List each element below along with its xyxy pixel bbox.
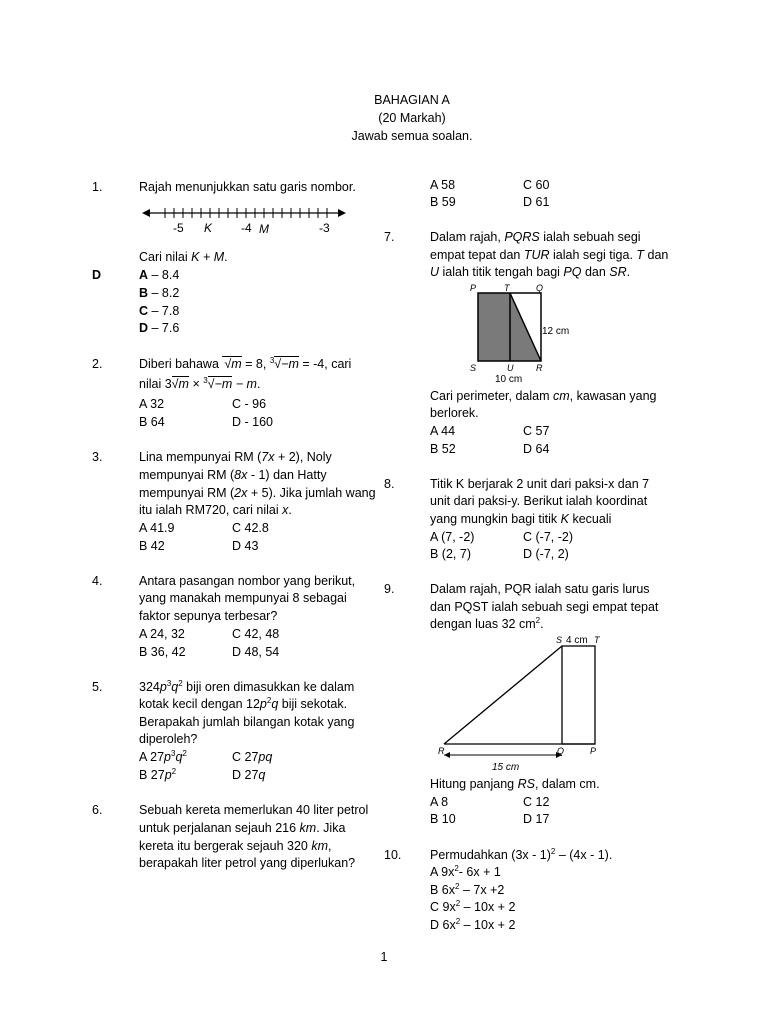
left-arrow-icon (142, 209, 150, 217)
question-number: 6. (92, 803, 103, 817)
vertex-t: T (594, 635, 600, 645)
option-b[interactable]: B 10 (430, 812, 456, 826)
label-minus-5: -5 (173, 221, 184, 235)
option-b[interactable]: B 64 (139, 415, 165, 429)
option-a[interactable]: A – 8.4 (139, 268, 180, 282)
rectangle-figure (466, 282, 576, 386)
option-c[interactable]: C (-7, -2) (523, 530, 573, 544)
question-text-line: Lina mempunyai RM (7x + 2), Noly (139, 450, 332, 464)
question-text-line: Titik K berjarak 2 unit dari paksi-x dan 7 (430, 477, 650, 491)
question-prompt-line: Hitung panjang RS, dalam cm. (430, 777, 600, 791)
answer-mark: D (92, 268, 102, 282)
question-text-line: Dalam rajah, PQRS ialah sebuah segi (430, 230, 641, 244)
question-text-line: Berapakah jumlah bilangan kotak yang (139, 715, 355, 729)
option-c[interactable]: C - 96 (232, 397, 267, 411)
question-text-line: kereta itu bergerak sejauh 320 km, (139, 839, 332, 853)
side-length-label: 12 cm (542, 326, 570, 337)
label-m: M (259, 222, 269, 236)
top-length-label: 4 cm (566, 635, 588, 646)
vertex-r: R (438, 746, 445, 756)
base-length-label: 10 cm (495, 374, 523, 385)
option-c[interactable]: C $9x^2 - 10x + 2$ (430, 898, 516, 914)
question-text-line: Dalam rajah, PQR ialah satu garis lurus (430, 582, 650, 596)
vertex-u: U (507, 363, 514, 373)
triangle-rectangle-figure (434, 630, 609, 773)
question-text-line: dan PQST ialah sebuah segi empat tepat (430, 600, 659, 614)
option-b[interactable]: B 36, 42 (139, 645, 186, 659)
option-a[interactable]: A 8 (430, 795, 449, 809)
option-d[interactable]: D $6x^2 - 10x + 2$ (430, 916, 516, 932)
option-b[interactable]: B (2, 7) (430, 547, 471, 561)
question-text-line: Permudahkan (3x - 1)$^2$ – (4x - 1). (430, 846, 613, 862)
option-d[interactable]: D 17 (523, 812, 550, 826)
option-b[interactable]: B 52 (430, 442, 456, 456)
section-instruction: Jawab semua soalan. (351, 129, 473, 143)
question-text-line: faktor sepunya terbesar? (139, 609, 278, 623)
question-number: 9. (384, 582, 395, 596)
option-b[interactable]: B 59 (430, 195, 456, 209)
option-a[interactable]: A 44 (430, 424, 456, 438)
vertex-q: Q (536, 283, 544, 293)
question-prompt: Cari nilai K + M. (139, 250, 228, 264)
option-d[interactable]: D 64 (523, 442, 550, 456)
question-text-line: diperoleh? (139, 732, 198, 746)
rectangle-pqst (562, 646, 595, 744)
question-number: 10. (384, 848, 402, 862)
shaded-left-rectangle (478, 293, 510, 361)
question-text-line: kotak kecil dengan $12p^2q$ biji sekotak. (139, 695, 348, 711)
question-text-line: nilai 3√m × $^3$√−m − m. (139, 375, 261, 391)
option-c[interactable]: C 42.8 (232, 521, 269, 535)
option-c[interactable]: C 57 (523, 424, 550, 438)
option-d[interactable]: D 61 (523, 195, 550, 209)
option-c[interactable]: C 60 (523, 178, 550, 192)
question-number: 7. (384, 230, 395, 244)
question-text-line: mempunyai RM (2x + 5). Jika jumlah wang (139, 486, 376, 500)
option-d[interactable]: D (-7, 2) (523, 547, 569, 561)
vertex-p: P (470, 283, 477, 293)
question-number: 4. (92, 574, 103, 588)
vertex-p: P (590, 746, 597, 756)
option-a[interactable]: A (7, -2) (430, 530, 475, 544)
question-text-line: mempunyai RM (8x - 1) dan Hatty (139, 468, 327, 482)
question-number: 1. (92, 180, 103, 194)
question-text: Rajah menunjukkan satu garis nombor. (139, 180, 356, 194)
option-b[interactable]: B $6x^2 - 7x +2$ (430, 881, 505, 897)
vertex-s: S (556, 635, 563, 645)
question-text-line: $324p^3q^2$ biji oren dimasukkan ke dalam (139, 678, 355, 694)
option-c[interactable]: C 27pq (232, 750, 273, 764)
label-minus-3: -3 (319, 221, 330, 235)
option-a[interactable]: A 58 (430, 178, 456, 192)
question-number: 2. (92, 357, 103, 371)
option-a[interactable]: A 24, 32 (139, 627, 185, 641)
option-c[interactable]: C 42, 48 (232, 627, 280, 641)
square-root-symbol: √m (171, 377, 189, 391)
section-title: BAHAGIAN A (374, 93, 450, 107)
question-text-line: itu ialah RM720, cari nilai x. (139, 503, 292, 517)
question-number: 5. (92, 680, 103, 694)
section-marks: (20 Markah) (378, 111, 446, 125)
square-root-symbol: √m (224, 357, 242, 371)
question-text-line: untuk perjalanan sejauh 216 km. Jika (139, 821, 346, 835)
option-b[interactable]: B – 8.2 (139, 286, 180, 300)
question-prompt-line: Cari perimeter, dalam cm, kawasan yang (430, 389, 657, 403)
vertex-q: Q (557, 746, 565, 756)
option-d[interactable]: D – 7.6 (139, 321, 180, 335)
question-text-line: yang manakah mempunyai 8 sebagai (139, 591, 347, 605)
option-a[interactable]: A 41.9 (139, 521, 175, 535)
question-text-line: Diberi bahawa √m = 8, $^3$√−m = -4, cari (139, 355, 352, 371)
option-a[interactable]: A $27p^3q^2$ (139, 748, 187, 764)
vertex-s: S (470, 363, 477, 373)
option-c[interactable]: C 12 (523, 795, 550, 809)
dimension-arrow-left-icon (444, 752, 450, 758)
question-prompt-line: berlorek. (430, 406, 479, 420)
option-b[interactable]: B $27p^2$ (139, 766, 177, 782)
question-number: 8. (384, 477, 395, 491)
option-d[interactable]: D 27q (232, 768, 266, 782)
label-minus-4: -4 (241, 221, 252, 235)
number-line-figure (140, 202, 355, 236)
question-text-line: U ialah titik tengah bagi PQ dan SR. (430, 265, 631, 279)
option-c[interactable]: C – 7.8 (139, 304, 180, 318)
option-b[interactable]: B 42 (139, 539, 165, 553)
vertex-t: T (504, 283, 510, 293)
option-d[interactable]: D - 160 (232, 415, 273, 429)
option-d[interactable]: D 43 (232, 539, 259, 553)
right-arrow-icon (338, 209, 346, 217)
question-text-line: Sebuah kereta memerlukan 40 liter petrol (139, 803, 369, 817)
option-a[interactable]: A $9x^2-$ 6x + 1 (430, 863, 501, 879)
question-text-line: empat tepat dan TUR ialah segi tiga. T dan (430, 248, 669, 262)
question-text-line: dengan luas 32 $cm^2$. (430, 615, 544, 631)
question-text-line: yang mungkin bagi titik K kecuali (430, 512, 612, 526)
question-number: 3. (92, 450, 103, 464)
option-a[interactable]: A 32 (139, 397, 165, 411)
base-length-label: 15 cm (492, 762, 520, 773)
line-rs (444, 646, 562, 744)
cube-root-symbol: √−m (274, 357, 299, 371)
question-text-line: berapakah liter petrol yang diperlukan? (139, 856, 356, 870)
label-k: K (204, 221, 213, 235)
question-text-line: Antara pasangan nombor yang berikut, (139, 574, 356, 588)
page-number: 1 (380, 950, 388, 964)
vertex-r: R (536, 363, 543, 373)
cube-root-symbol: √−m (207, 377, 233, 391)
question-text-line: unit dari paksi-y. Berikut ialah koordinat (430, 494, 648, 508)
option-d[interactable]: D 48, 54 (232, 645, 280, 659)
